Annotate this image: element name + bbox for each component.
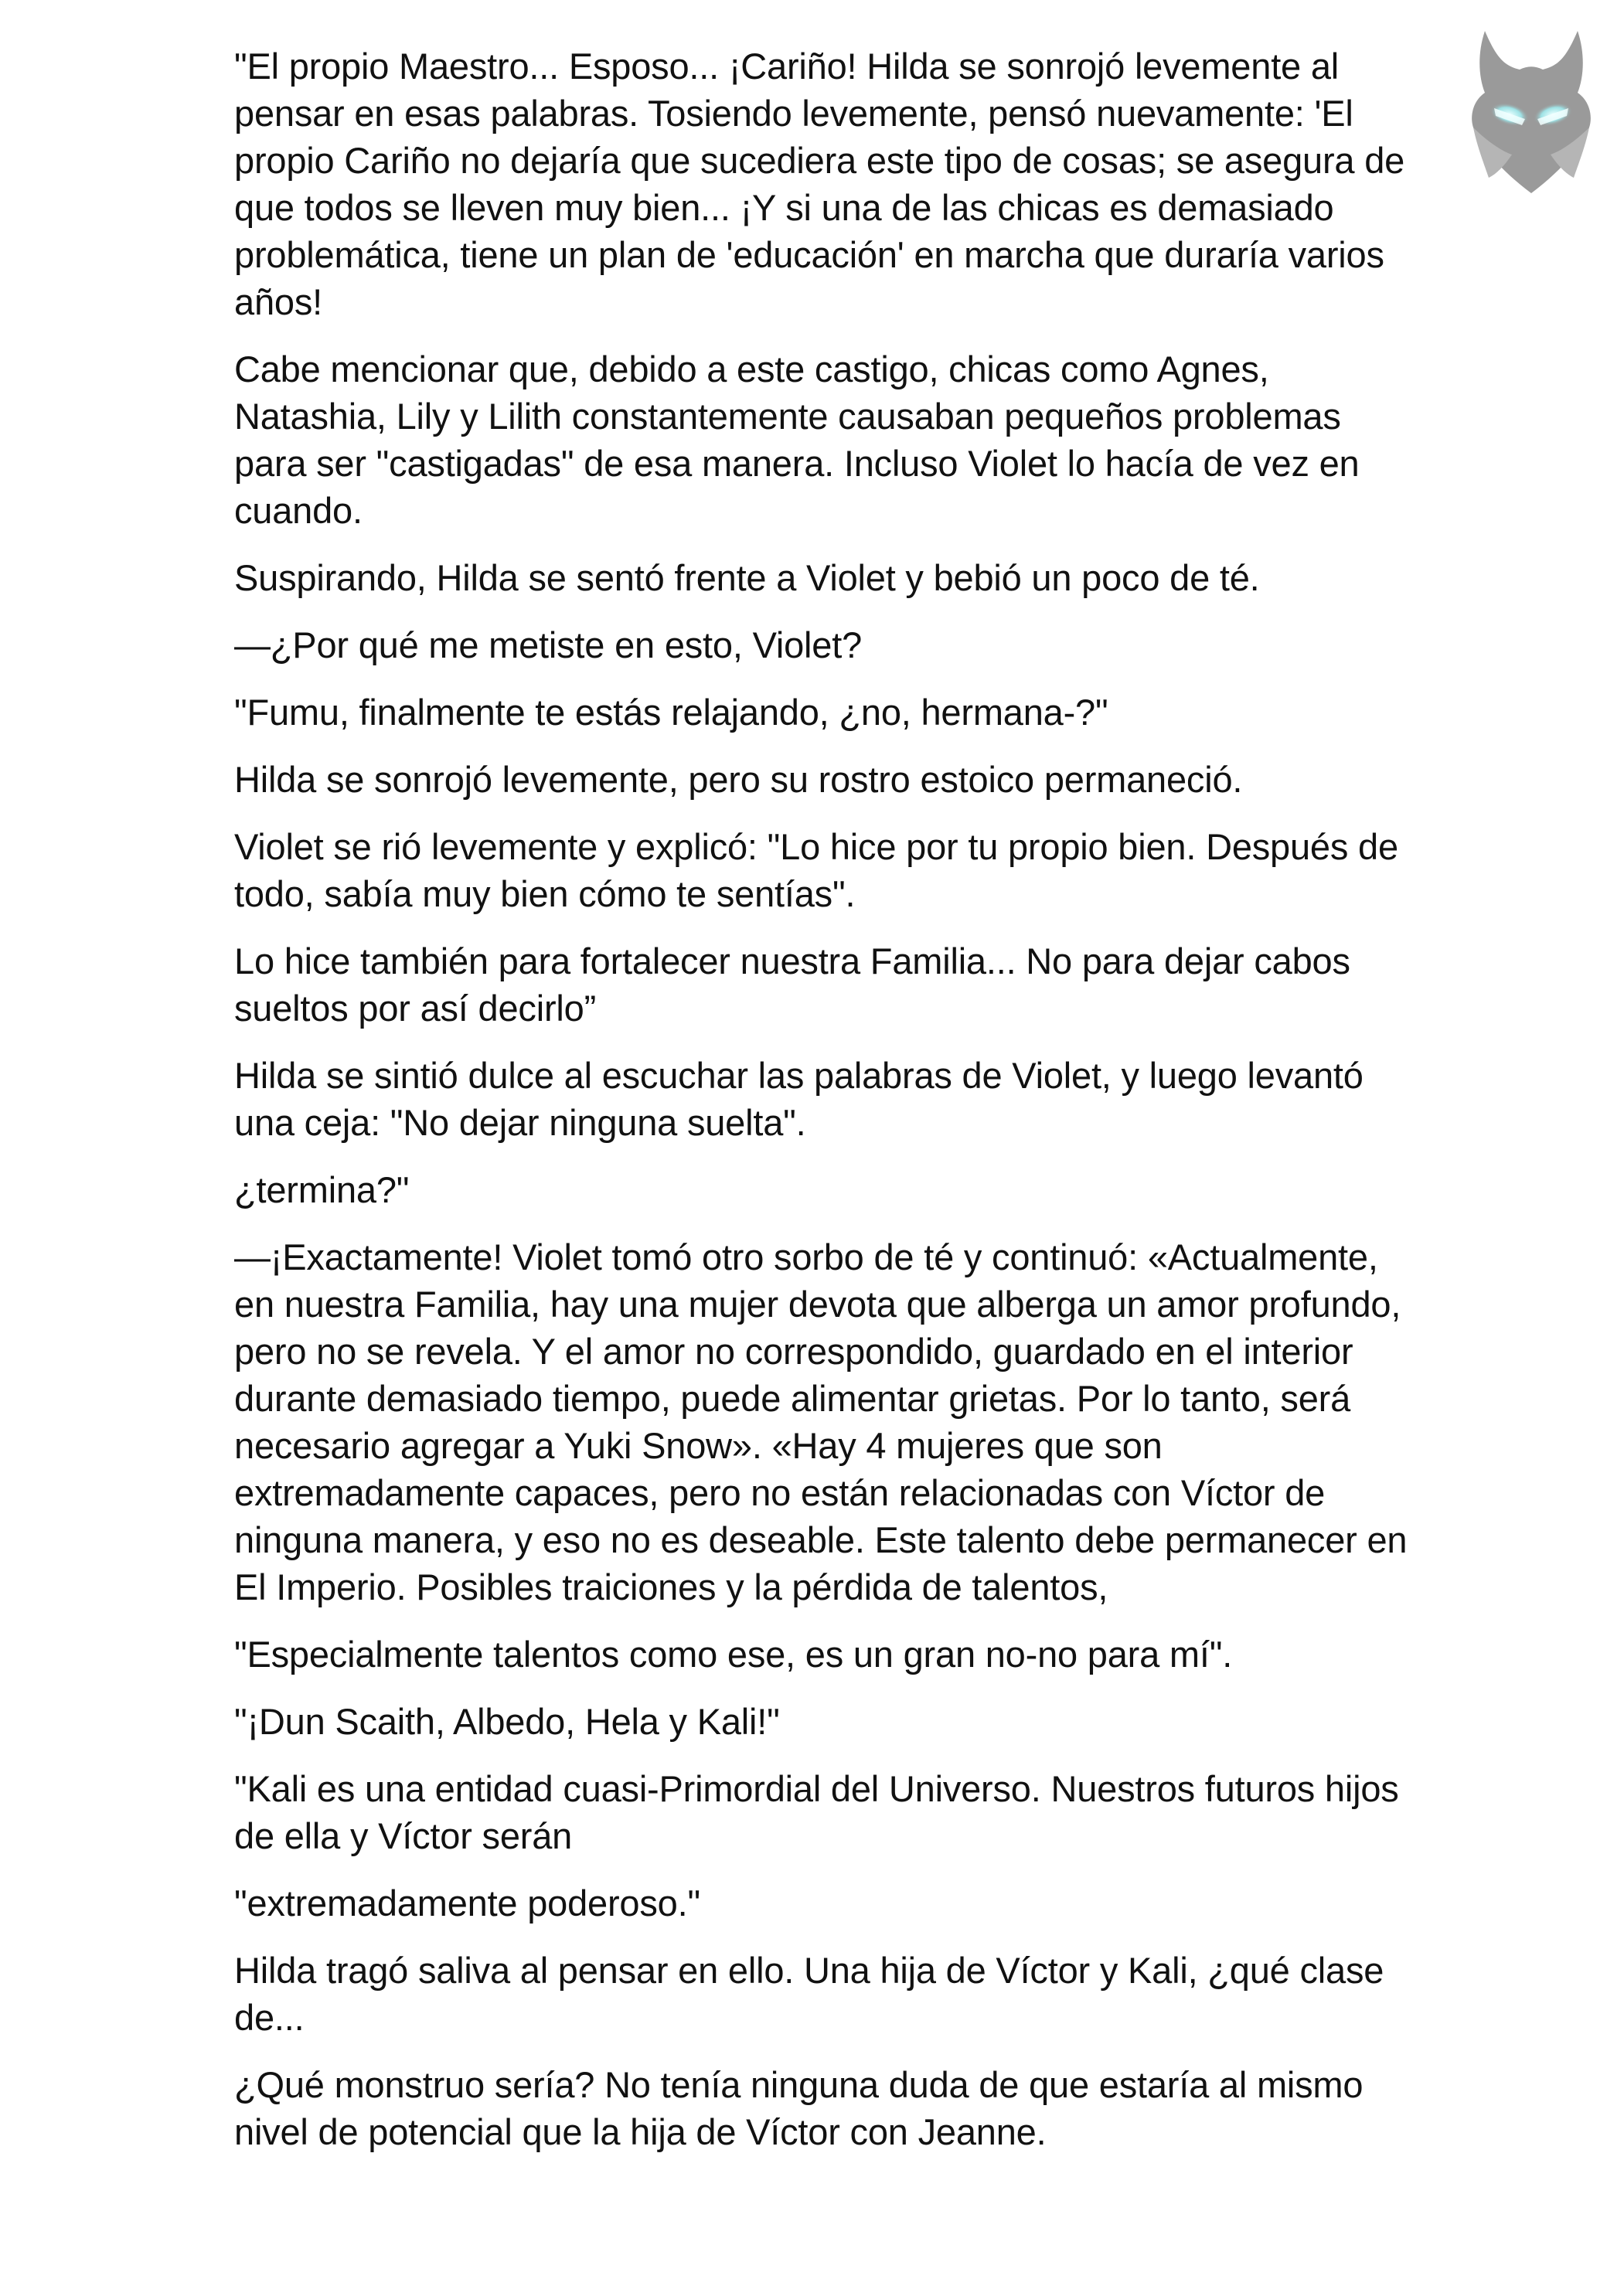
paragraph: "Especialmente talentos como ese, es un gran no-no para mí". xyxy=(234,1634,1233,1675)
paragraph: Violet se rió levemente y explicó: "Lo hice por tu propio bien. Después de todo, sabía muy bien cómo te sentías". xyxy=(234,826,1398,914)
paragraph: "Kali es una entidad cuasi-Primordial del Universo. Nuestros futuros hijos de ella y Víctor serán xyxy=(234,1768,1399,1856)
paragraph: Suspirando, Hilda se sentó frente a Violet y bebió un poco de té. xyxy=(234,557,1260,598)
paragraph: Hilda se sonrojó levemente, pero su rostro estoico permaneció. xyxy=(234,759,1243,800)
paragraph: Hilda se sintió dulce al escuchar las palabras de Violet, y luego levantó una ceja: "No dejar ninguna suelta". xyxy=(234,1055,1364,1143)
paragraph: —¿Por qué me metiste en esto, Violet? xyxy=(234,624,863,665)
paragraph: "extremadamente poderoso." xyxy=(234,1883,700,1924)
paragraph: "El propio Maestro... Esposo... ¡Cariño! Hilda se sonrojó levemente al pensar en esas palabras. Tosiendo levemente, pensó nuevamente: 'El propio Cariño no dejaría que sucediera este tipo de cosas; se asegura de que todos se lleven muy bien... ¡Y si una de las chicas es demasiado problemática, tiene un plan de 'educación' en marcha que duraría varios años! xyxy=(234,46,1405,322)
paragraph: Hilda tragó saliva al pensar en ello. Una hija de Víctor y Kali, ¿qué clase de... xyxy=(234,1950,1384,2038)
paragraph: Lo hice también para fortalecer nuestra Familia... No para dejar cabos sueltos por así decirlo” xyxy=(234,941,1350,1029)
paragraph: ¿Qué monstruo sería? No tenía ninguna duda de que estaría al mismo nivel de potencial que la hija de Víctor con Jeanne. xyxy=(234,2064,1364,2152)
paragraph: "¡Dun Scaith, Albedo, Hela y Kali!" xyxy=(234,1701,780,1742)
document-body xyxy=(234,43,1417,2175)
paragraph: —¡Exactamente! Violet tomó otro sorbo de té y continuó: «Actualmente, en nuestra Familia, hay una mujer devota que alberga un amor profundo, pero no se revela. Y el amor no correspondido, guardado en el interior durante demasiado tiempo, puede alimentar grietas. Por lo tanto, será necesario agregar a Yuki Snow». «Hay 4 mujeres que son extremadamente capaces, pero no están relacionadas con Víctor de ninguna manera, y eso no es deseable. Este talento debe permanecer en El Imperio. Posibles traiciones y la pérdida de talentos, xyxy=(234,1236,1408,1607)
paragraph: "Fumu, finalmente te estás relajando, ¿no, hermana-?" xyxy=(234,692,1108,733)
paragraph: Cabe mencionar que, debido a este castigo, chicas como Agnes, Natashia, Lily y Lilith constantemente causaban pequeños problemas para ser "castigadas" de esa manera. Incluso Violet lo hacía de vez en cuando. xyxy=(234,349,1360,531)
demon-head-logo-icon xyxy=(1462,23,1601,201)
paragraph: ¿termina?" xyxy=(234,1169,410,1210)
